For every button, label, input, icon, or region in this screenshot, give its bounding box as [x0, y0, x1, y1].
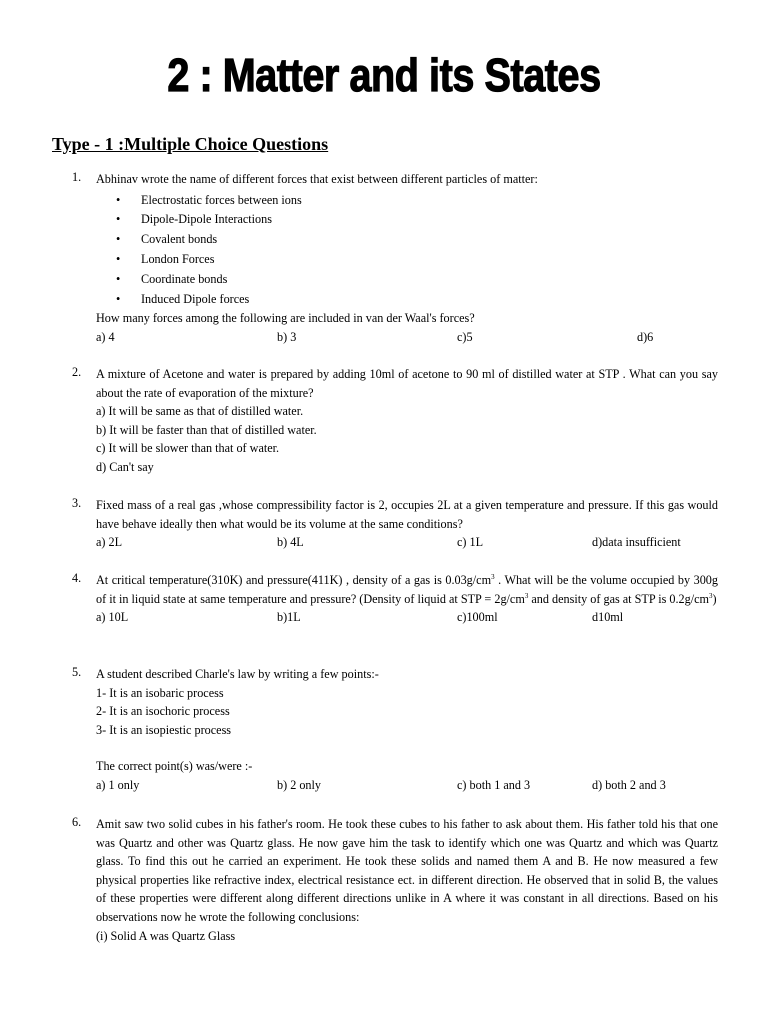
- option-d: d10ml: [592, 610, 624, 625]
- list-item: • Coordinate bonds: [116, 270, 718, 290]
- list-item: • London Forces: [116, 250, 718, 270]
- question-5: [96, 665, 718, 795]
- answer-options: [96, 608, 718, 627]
- option-a: a) 1 only: [96, 777, 140, 792]
- option-a: a) 4: [96, 329, 115, 344]
- option-d: d)6: [637, 329, 654, 344]
- option-b: b)1L: [277, 610, 301, 625]
- option-c: c) It will be slower than that of water.: [96, 441, 280, 456]
- section-heading: Type - 1 :Multiple Choice Questions: [52, 134, 329, 154]
- question-stem: A student described Charle's law by writing a few points:-: [96, 667, 379, 681]
- list-item: • Covalent bonds: [116, 230, 718, 250]
- question-text: The correct point(s) was/were :-: [96, 759, 253, 774]
- option-b: b) 4L: [277, 535, 304, 550]
- option-c: c)5: [457, 329, 473, 344]
- option-a: a) 10L: [96, 610, 129, 625]
- option-b: b) It will be faster than that of distilled water.: [96, 422, 317, 437]
- question-stem: Fixed mass of a real gas ,whose compressibility factor is 2, occupies 2L at a given temperature and pressure. If this gas would have behave ideally then what would be its volume at the same conditions?: [96, 498, 718, 531]
- question-number: 3.: [72, 496, 82, 510]
- question-4: [96, 571, 718, 627]
- question-number: 6.: [72, 815, 82, 829]
- list-item: 1- It is an isobaric process: [96, 685, 224, 700]
- question-stem: Amit saw two solid cubes in his father's room. He took these cubes to his father to ask about them. His father told his that one was Quartz and other was Quartz glass. He now gave him the task to identify which one was Quartz and which was Quartz glass. To find this out he carried an experiment. He took these solids and named them A and B. He now measured a few physical properties like refractive index, electrical resistance ect. in different direction. He observed that in solid B, the values of these properties were different along different directions unlike in A where it was constant in all directions. Based on his observations now he wrote the following conclusions:: [96, 817, 718, 924]
- option-c: c) both 1 and 3: [457, 777, 531, 792]
- option-b: b) 3: [277, 329, 297, 344]
- question-stem: A mixture of Acetone and water is prepared by adding 10ml of acetone to 90 ml of distilled water at STP . What can you say about the rate of evaporation of the mixture?: [96, 367, 718, 400]
- list-item: • Dipole-Dipole Interactions: [116, 210, 718, 230]
- question-3: [96, 496, 718, 552]
- question-stem: Abhinav wrote the name of different forces that exist between different particles of matter:: [96, 172, 538, 186]
- answer-options: [96, 533, 718, 552]
- page-title: 2 : Matter and its States: [167, 49, 601, 101]
- option-c: c) 1L: [457, 535, 484, 550]
- list-item: 2- It is an isochoric process: [96, 704, 230, 719]
- question-2: [96, 365, 718, 477]
- force-list: [96, 191, 718, 310]
- answer-options: [96, 328, 718, 347]
- option-d: d)data insufficient: [592, 535, 681, 550]
- option-b: b) 2 only: [277, 777, 322, 792]
- question-stem: At critical temperature(310K) and pressure(411K) , density of a gas is $0.03g/cm^3$ . What will be the volume occupied by 300g of it in liquid state at same temperature and pressure? (Density of liquid at STP = $2g/cm^3$ and density of gas at STP is $0.2g/cm^3$): [96, 573, 718, 606]
- question-number: 4.: [72, 571, 82, 585]
- list-item: 3- It is an isopiestic process: [96, 722, 232, 737]
- question-number: 1.: [72, 170, 82, 184]
- question-text: How many forces among the following are included in van der Waal's forces?: [96, 311, 475, 326]
- option-a: a) 2L: [96, 535, 123, 550]
- option-d: d) both 2 and 3: [592, 777, 666, 792]
- list-item: • Induced Dipole forces: [116, 290, 718, 310]
- question-number: 5.: [72, 665, 82, 679]
- list-item: • Electrostatic forces between ions: [116, 191, 718, 211]
- answer-options: [96, 776, 718, 795]
- option-a: a) It will be same as that of distilled water.: [96, 404, 304, 419]
- option-c: c)100ml: [457, 610, 498, 625]
- conclusion-item: (i) Solid A was Quartz Glass: [96, 928, 236, 943]
- question-1: [96, 170, 718, 347]
- question-number: 2.: [72, 365, 82, 379]
- question-6: [96, 815, 718, 945]
- option-d: d) Can't say: [96, 459, 154, 474]
